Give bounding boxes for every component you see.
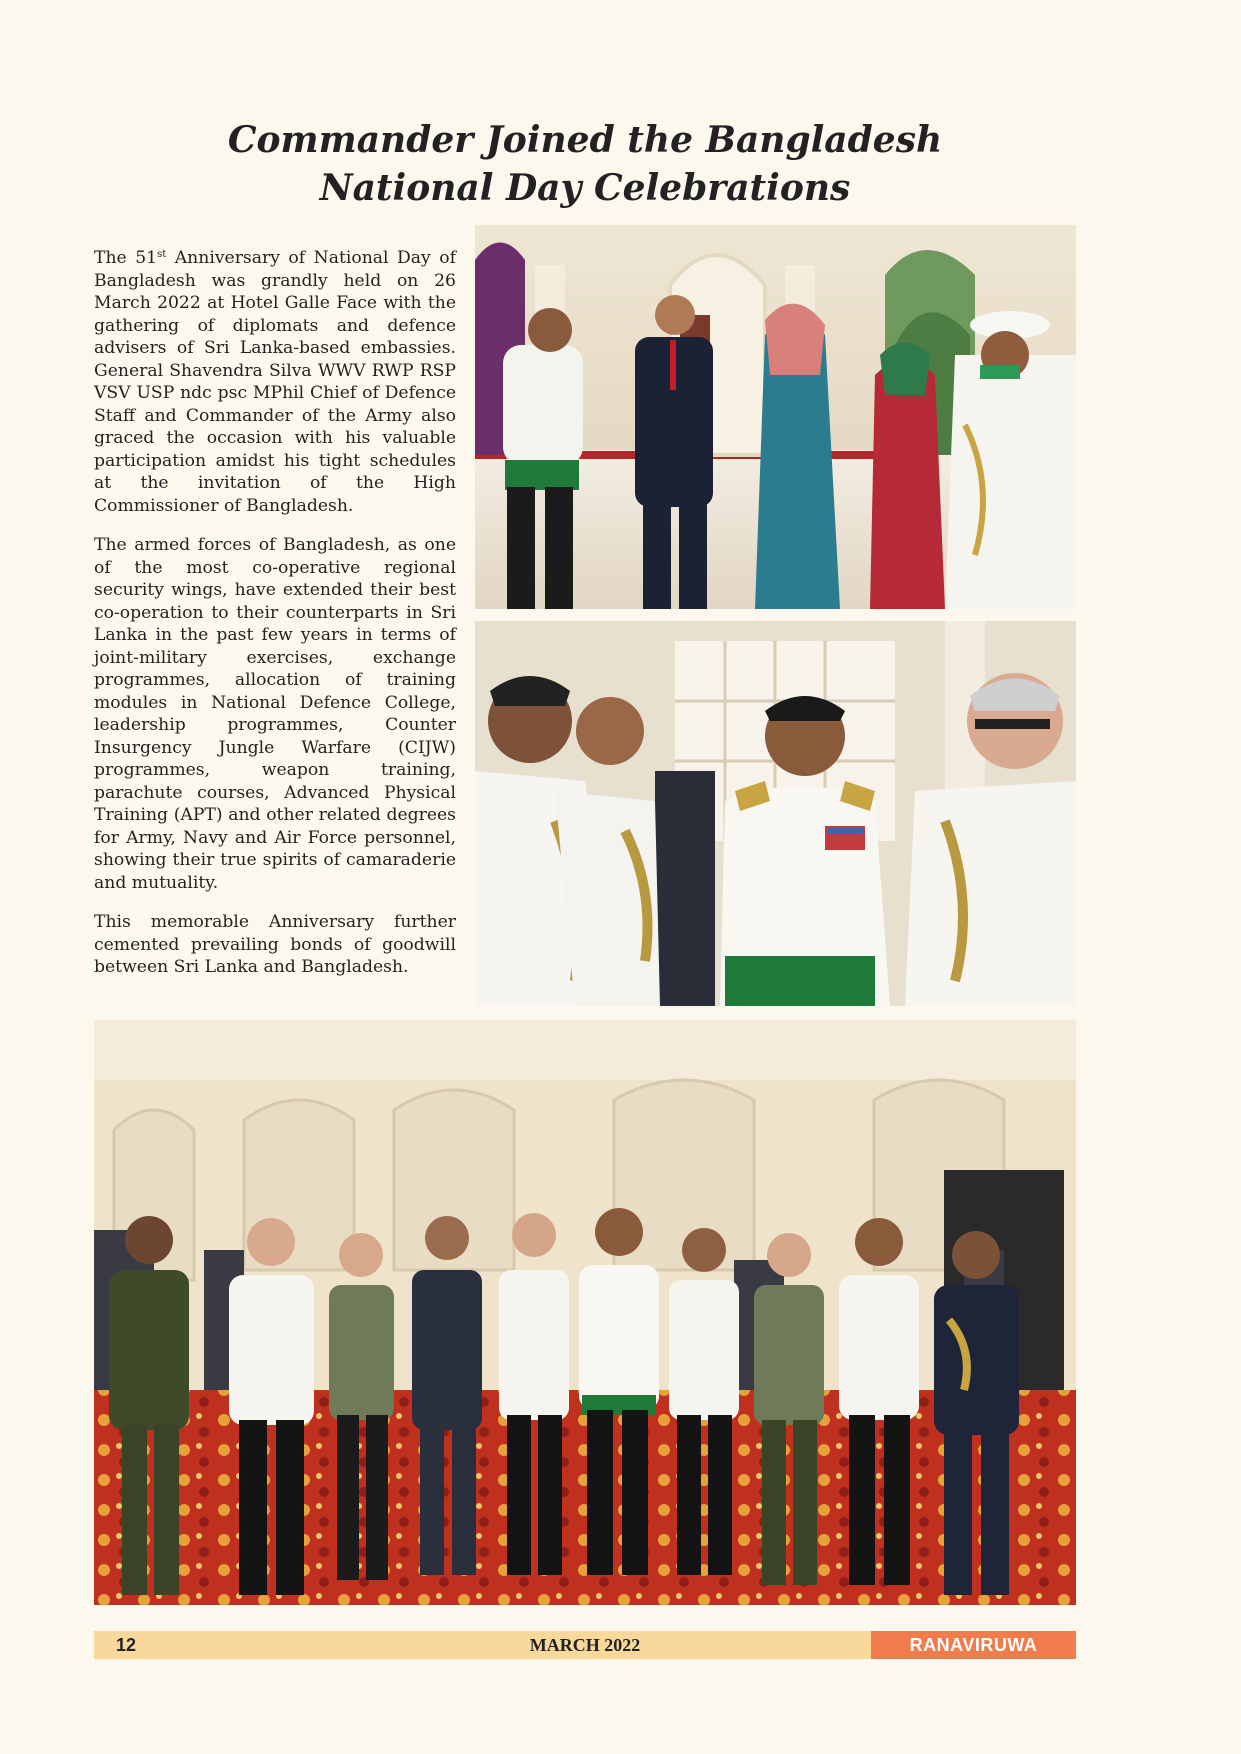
- title-line-1: Commander Joined the Bangladesh: [227, 119, 943, 161]
- publication-name: RANAVIRUWA: [871, 1631, 1076, 1659]
- para1-start: The 51: [94, 248, 158, 268]
- paragraph-3: This memorable Anniversary further cemented prevailing bonds of goodwill between Sri Lanka and Bangladesh.: [94, 912, 456, 977]
- title-line-2: National Day Celebrations: [319, 167, 851, 209]
- group-photo-officers: [94, 1020, 1076, 1605]
- paragraph-1: [94, 247, 456, 517]
- issue-date: MARCH 2022: [529, 1634, 641, 1655]
- ordinal-suffix: st: [157, 249, 167, 260]
- officers-conversation-photo: [475, 621, 1076, 1006]
- handshake-reception-photo: [475, 225, 1076, 609]
- para1-rest: Anniversary of National Day of Bangladesh was grandly held on 26 March 2022 at Hotel Galle Face with the gathering of diplomats and defence advisers of Sri Lanka-based embassies. General Shavendra Silva WWV RWP RSP VSV USP ndc psc MPhil Chief of Defence Staff and Commander of the Army also graced the occasion with his valuable participation amidst his tight schedules at the invitation of the High Commissioner of Bangladesh.: [94, 248, 456, 516]
- page-footer: [94, 1631, 1076, 1659]
- paragraph-2: The armed forces of Bangladesh, as one of the most co-operative regional security wings, have extended their best co-operation to their counterparts in Sri Lanka in the past few years in terms of joint-military exercises, exchange programmes, allocation of training modules in National Defence College, leadership programmes, Counter Insurgency Jungle Warfare (CIJW) programmes, weapon training, parachute courses, Advanced Physical Training (APT) and other related degrees for Army, Navy and Air Force personnel, showing their true spirits of camaraderie and mutuality.: [94, 535, 456, 893]
- article-title: [94, 116, 1076, 212]
- page-number: 12: [116, 1634, 137, 1655]
- article-body: [94, 247, 456, 996]
